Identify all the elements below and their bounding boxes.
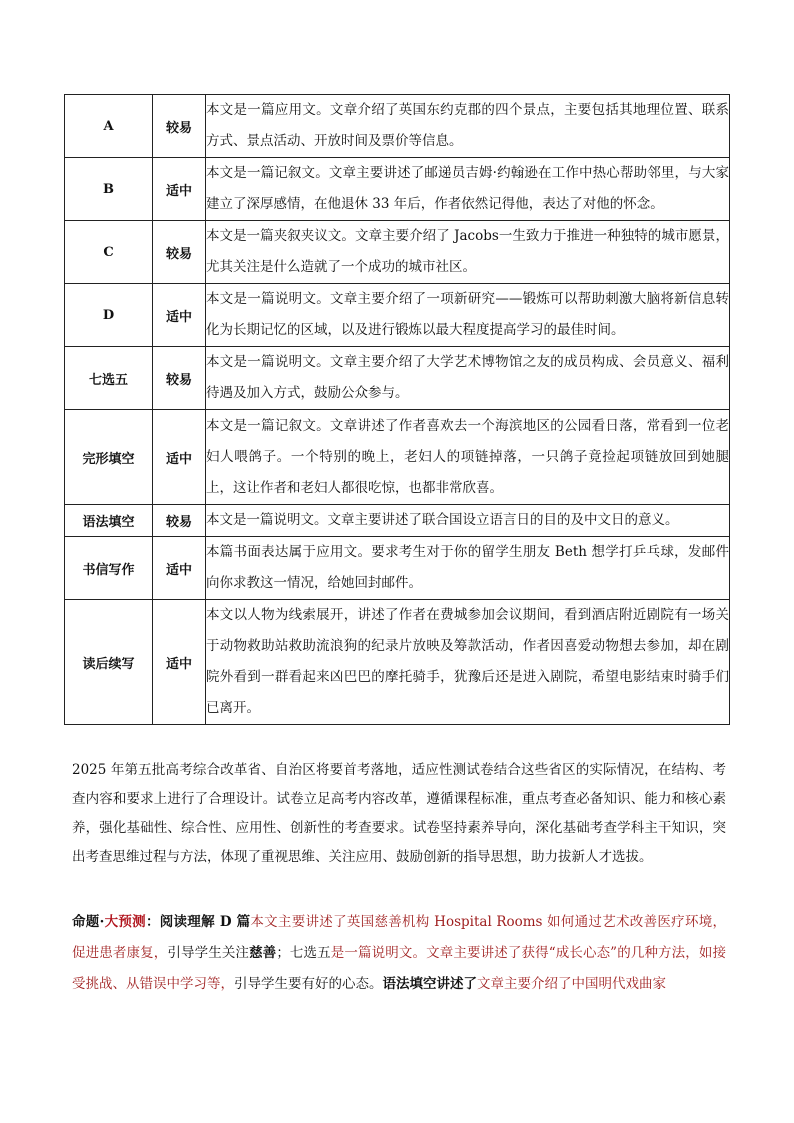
section-cell: 读后续写 <box>65 600 153 725</box>
difficulty-cell: 适中 <box>153 600 206 725</box>
seven-choose-five-guide: 引导学生要有好的心态。 <box>234 976 383 992</box>
prediction-paragraph <box>72 907 726 1000</box>
section-cell: 语法填空 <box>65 505 153 537</box>
description-cell: 本文是一篇应用文。文章介绍了英国东约克郡的四个景点，主要包括其地理位置、联系方式、景点活动、开放时间及票价等信息。 <box>206 95 730 158</box>
seven-choose-five-text: 是一篇说明文。文章主要讲述了获得“成长心态”的几种方法，如接受挑战、从错误中学习等， <box>72 945 727 992</box>
description-cell: 本文以人物为线索展开，讲述了作者在费城参加会议期间，看到酒店附近剧院有一场关于动物救助站救助流浪狗的纪录片放映及筹款活动，作者因喜爱动物想去参加，却在剧院外看到一群看起来凶巴巴的摩托骑手，犹豫后还是进入剧院，希望电影结束时骑手们已离开。 <box>206 600 730 725</box>
description-cell: 本文是一篇说明文。文章主要讲述了联合国设立语言日的目的及中文日的意义。 <box>206 505 730 537</box>
description-cell: 本文是一篇说明文。文章主要介绍了一项新研究——锻炼可以帮助刺激大脑将新信息转化为长期记忆的区域，以及进行锻炼以最大程度提高学习的最佳时间。 <box>206 284 730 347</box>
table-row <box>65 600 730 725</box>
table-row <box>65 95 730 158</box>
reading-d-guide: 引导学生关注 <box>167 945 250 961</box>
difficulty-cell: 较易 <box>153 221 206 284</box>
difficulty-cell: 较易 <box>153 95 206 158</box>
section-cell: A <box>65 95 153 158</box>
prediction-tag <box>72 914 250 930</box>
difficulty-cell: 适中 <box>153 158 206 221</box>
description-cell: 本文是一篇记叙文。文章主要讲述了邮递员吉姆·约翰逊在工作中热心帮助邻里，与大家建立了深厚感情，在他退休 33 年后，作者依然记得他，表达了对他的怀念。 <box>206 158 730 221</box>
table-row <box>65 221 730 284</box>
table-row <box>65 347 730 410</box>
reading-summary-table <box>64 94 730 725</box>
difficulty-cell: 较易 <box>153 505 206 537</box>
description-cell: 本篇书面表达属于应用文。要求考生对于你的留学生朋友 Beth 想学打乒乓球，发邮件向你求教这一情况，给她回封邮件。 <box>206 537 730 600</box>
reading-d-label: 阅读理解 D 篇 <box>159 914 251 930</box>
difficulty-cell: 适中 <box>153 537 206 600</box>
section-cell: C <box>65 221 153 284</box>
reading-d-keyword: 慈善 <box>249 945 277 961</box>
table-row <box>65 284 730 347</box>
difficulty-cell: 较易 <box>153 347 206 410</box>
difficulty-cell: 适中 <box>153 284 206 347</box>
section-cell: 书信写作 <box>65 537 153 600</box>
prediction-tag-prefix: 命题· <box>72 914 105 930</box>
section-cell: B <box>65 158 153 221</box>
description-cell: 本文是一篇说明文。文章主要介绍了大学艺术博物馆之友的成员构成、会员意义、福利待遇及加入方式，鼓励公众参与。 <box>206 347 730 410</box>
description-cell: 本文是一篇夹叙夹议文。文章主要介绍了 Jacobs一生致力于推进一种独特的城市愿景，尤其关注是什么造就了一个成功的城市社区。 <box>206 221 730 284</box>
section-cell: D <box>65 284 153 347</box>
section-cell: 七选五 <box>65 347 153 410</box>
prediction-tag-suffix: ： <box>145 914 160 930</box>
description-cell: 本文是一篇记叙文。文章讲述了作者喜欢去一个海滨地区的公园看日落，常看到一位老妇人喂鸽子。一个特别的晚上，老妇人的项链掉落，一只鸽子竟捡起项链放回到她腿上，这让作者和老妇人都很吃惊，也都非常欣喜。 <box>206 410 730 505</box>
prediction-tag-highlight: 大预测 <box>104 914 146 930</box>
seven-choose-five-label: ；七选五 <box>276 945 331 961</box>
table-row <box>65 537 730 600</box>
grammar-fill-text: 文章主要介绍了中国明代戏曲家 <box>477 976 666 992</box>
grammar-fill-label: 语法填空讲述了 <box>382 976 477 992</box>
reading-d-text: 本文主要讲述了英国慈善机构 Hospital Rooms 如何通过艺术改善医疗环境，促进患者康复， <box>72 914 727 961</box>
table-row <box>65 505 730 537</box>
section-cell: 完形填空 <box>65 410 153 505</box>
difficulty-cell: 适中 <box>153 410 206 505</box>
table-row <box>65 410 730 505</box>
table-row <box>65 158 730 221</box>
exam-overview-paragraph: 2025 年第五批高考综合改革省、自治区将要首考落地，适应性测试卷结合这些省区的实际情况，在结构、考查内容和要求上进行了合理设计。试卷立足高考内容改革，遵循课程标准，重点考查必备知识、能力和核心素养，强化基础性、综合性、应用性、创新性的考查要求。试卷坚持素养导向，深化基础考查学科主干知识，突出考查思维过程与方法，体现了重视思维、关注应用、鼓励创新的指导思想，助力拔新人才选拔。 <box>72 762 726 865</box>
